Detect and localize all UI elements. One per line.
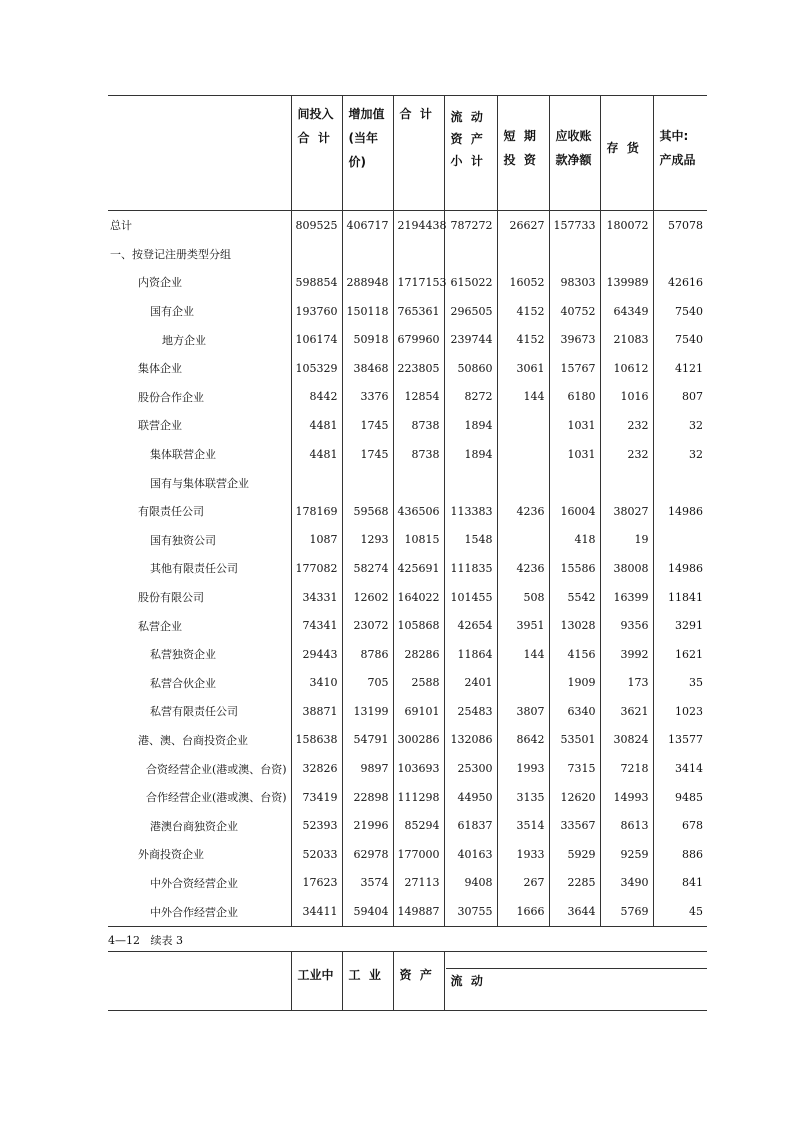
header-finished-goods <box>653 96 707 211</box>
value-cell: 39673 <box>549 325 600 354</box>
value-cell: 10815 <box>393 526 444 555</box>
value-cell <box>497 240 549 269</box>
value-cell: 3514 <box>497 811 549 840</box>
value-cell: 164022 <box>393 583 444 612</box>
table-caption: 4—12 续表 3 <box>108 934 183 947</box>
header-text: 款净额 <box>555 153 592 167</box>
table-row <box>108 240 707 269</box>
value-cell: 1293 <box>342 526 393 555</box>
row-label: 集体企业 <box>138 362 182 376</box>
value-cell: 9897 <box>342 754 393 783</box>
value-cell: 3490 <box>600 869 653 898</box>
value-cell: 3135 <box>497 783 549 812</box>
value-cell: 13199 <box>342 697 393 726</box>
value-cell: 223805 <box>393 354 444 383</box>
header-current-assets <box>444 96 497 211</box>
table-row <box>108 325 707 354</box>
value-cell: 26627 <box>497 211 549 240</box>
row-label: 港澳台商独资企业 <box>150 819 238 833</box>
header-text: 合 计 <box>297 131 330 145</box>
value-cell: 5929 <box>549 840 600 869</box>
value-cell: 300286 <box>393 726 444 755</box>
value-cell: 40163 <box>444 840 497 869</box>
value-cell <box>497 411 549 440</box>
value-cell: 3574 <box>342 869 393 898</box>
value-cell: 9356 <box>600 611 653 640</box>
header-text: 增加值 <box>348 107 385 121</box>
table-row <box>108 354 707 383</box>
value-cell: 59404 <box>342 897 393 926</box>
row-label: 私营合伙企业 <box>150 676 216 690</box>
row-label: 联营企业 <box>138 419 182 433</box>
value-cell: 21996 <box>342 811 393 840</box>
header-receivables <box>549 96 600 211</box>
value-cell: 69101 <box>393 697 444 726</box>
value-cell: 4236 <box>497 497 549 526</box>
value-cell <box>497 468 549 497</box>
value-cell: 85294 <box>393 811 444 840</box>
value-cell: 62978 <box>342 840 393 869</box>
value-cell: 1031 <box>549 440 600 469</box>
continued-header-row <box>108 952 707 1011</box>
value-cell <box>600 468 653 497</box>
value-cell: 16052 <box>497 268 549 297</box>
value-cell: 4481 <box>291 411 342 440</box>
continued-header-subline <box>446 968 707 969</box>
value-cell: 103693 <box>393 754 444 783</box>
continued-header-c1: 工业中 <box>291 952 342 1011</box>
value-cell <box>342 468 393 497</box>
table-header-row <box>108 96 707 211</box>
data-table <box>108 95 707 927</box>
value-cell: 4236 <box>497 554 549 583</box>
row-label: 地方企业 <box>162 333 206 347</box>
value-cell: 10612 <box>600 354 653 383</box>
value-cell: 144 <box>497 640 549 669</box>
table-row <box>108 526 707 555</box>
value-cell <box>444 240 497 269</box>
value-cell: 111835 <box>444 554 497 583</box>
row-label: 其他有限责任公司 <box>150 562 238 576</box>
value-cell: 44950 <box>444 783 497 812</box>
value-cell: 32 <box>653 411 707 440</box>
table-row <box>108 554 707 583</box>
header-text: 资 产 <box>450 132 483 146</box>
value-cell: 12620 <box>549 783 600 812</box>
value-cell: 267 <box>497 869 549 898</box>
row-label: 私营独资企业 <box>150 648 216 662</box>
value-cell: 16399 <box>600 583 653 612</box>
row-label: 一、按登记注册类型分组 <box>110 247 231 261</box>
header-text: 产成品 <box>659 153 696 167</box>
value-cell: 1933 <box>497 840 549 869</box>
value-cell <box>444 468 497 497</box>
value-cell: 38027 <box>600 497 653 526</box>
row-label: 合资经营企业(港或澳、台资) <box>146 762 287 776</box>
value-cell: 425691 <box>393 554 444 583</box>
row-label: 股份合作企业 <box>138 390 204 404</box>
value-cell: 53501 <box>549 726 600 755</box>
row-label: 外商投资企业 <box>138 848 204 862</box>
value-cell: 74341 <box>291 611 342 640</box>
row-label: 总计 <box>110 219 132 233</box>
value-cell: 288948 <box>342 268 393 297</box>
value-cell: 105868 <box>393 611 444 640</box>
value-cell: 73419 <box>291 783 342 812</box>
value-cell <box>393 240 444 269</box>
value-cell: 418 <box>549 526 600 555</box>
row-label: 股份有限公司 <box>138 591 204 605</box>
value-cell: 6180 <box>549 383 600 412</box>
value-cell: 6340 <box>549 697 600 726</box>
header-text: 其中: <box>659 129 689 143</box>
value-cell: 9259 <box>600 840 653 869</box>
value-cell: 4481 <box>291 440 342 469</box>
value-cell: 2194438 <box>393 211 444 240</box>
header-text: 短 期 <box>503 129 536 143</box>
value-cell: 8738 <box>393 440 444 469</box>
value-cell: 13577 <box>653 726 707 755</box>
value-cell <box>497 526 549 555</box>
value-cell: 1909 <box>549 669 600 698</box>
row-label: 中外合资经营企业 <box>150 876 238 890</box>
value-cell: 679960 <box>393 325 444 354</box>
value-cell: 4121 <box>653 354 707 383</box>
value-cell: 3951 <box>497 611 549 640</box>
value-cell: 12854 <box>393 383 444 412</box>
value-cell: 841 <box>653 869 707 898</box>
value-cell: 5769 <box>600 897 653 926</box>
value-cell: 14993 <box>600 783 653 812</box>
value-cell: 177082 <box>291 554 342 583</box>
value-cell: 3992 <box>600 640 653 669</box>
continued-header-c3: 资 产 <box>393 952 444 1011</box>
value-cell: 598854 <box>291 268 342 297</box>
value-cell: 3621 <box>600 697 653 726</box>
value-cell: 178169 <box>291 497 342 526</box>
value-cell: 11864 <box>444 640 497 669</box>
value-cell: 28286 <box>393 640 444 669</box>
row-label: 私营有限责任公司 <box>150 705 238 719</box>
value-cell: 3414 <box>653 754 707 783</box>
table-body <box>108 211 707 927</box>
value-cell: 8613 <box>600 811 653 840</box>
value-cell: 886 <box>653 840 707 869</box>
value-cell: 15767 <box>549 354 600 383</box>
header-inventory <box>600 96 653 211</box>
value-cell: 111298 <box>393 783 444 812</box>
value-cell: 7540 <box>653 325 707 354</box>
row-label: 私营企业 <box>138 619 182 633</box>
value-cell: 22898 <box>342 783 393 812</box>
value-cell: 58274 <box>342 554 393 583</box>
value-cell: 1023 <box>653 697 707 726</box>
value-cell: 4156 <box>549 640 600 669</box>
table-row <box>108 468 707 497</box>
value-cell: 3061 <box>497 354 549 383</box>
header-label-cell <box>108 96 291 211</box>
row-label: 集体联营企业 <box>150 448 216 462</box>
table-row <box>108 297 707 326</box>
value-cell: 54791 <box>342 726 393 755</box>
table-row <box>108 640 707 669</box>
continued-header-c4: 流 动 <box>444 952 707 1011</box>
value-cell: 678 <box>653 811 707 840</box>
value-cell: 13028 <box>549 611 600 640</box>
value-cell: 52033 <box>291 840 342 869</box>
value-cell: 17623 <box>291 869 342 898</box>
value-cell: 7315 <box>549 754 600 783</box>
row-label: 中外合作经营企业 <box>108 897 291 926</box>
header-intermediate-input <box>291 96 342 211</box>
value-cell: 38871 <box>291 697 342 726</box>
value-cell: 50860 <box>444 354 497 383</box>
table-row <box>108 583 707 612</box>
value-cell: 406717 <box>342 211 393 240</box>
header-text: 投 资 <box>503 153 536 167</box>
value-cell: 3644 <box>549 897 600 926</box>
header-text: 存 货 <box>606 141 639 155</box>
value-cell <box>549 468 600 497</box>
value-cell: 52393 <box>291 811 342 840</box>
table-row <box>108 811 707 840</box>
value-cell: 2588 <box>393 669 444 698</box>
value-cell: 157733 <box>549 211 600 240</box>
value-cell: 11841 <box>653 583 707 612</box>
value-cell: 59568 <box>342 497 393 526</box>
value-cell <box>291 240 342 269</box>
value-cell: 150118 <box>342 297 393 326</box>
value-cell: 180072 <box>600 211 653 240</box>
value-cell: 32826 <box>291 754 342 783</box>
value-cell: 1894 <box>444 411 497 440</box>
value-cell: 173 <box>600 669 653 698</box>
value-cell: 809525 <box>291 211 342 240</box>
value-cell: 23072 <box>342 611 393 640</box>
value-cell: 14986 <box>653 554 707 583</box>
table-row <box>108 840 707 869</box>
value-cell: 1016 <box>600 383 653 412</box>
value-cell <box>549 240 600 269</box>
value-cell: 193760 <box>291 297 342 326</box>
value-cell: 8738 <box>393 411 444 440</box>
value-cell <box>653 240 707 269</box>
value-cell: 1087 <box>291 526 342 555</box>
value-cell: 1894 <box>444 440 497 469</box>
value-cell: 3376 <box>342 383 393 412</box>
table-row <box>108 697 707 726</box>
value-cell: 38008 <box>600 554 653 583</box>
value-cell <box>342 240 393 269</box>
table-row <box>108 754 707 783</box>
value-cell: 3291 <box>653 611 707 640</box>
value-cell: 132086 <box>444 726 497 755</box>
value-cell: 615022 <box>444 268 497 297</box>
table-row <box>108 869 707 898</box>
continued-table-header <box>108 951 707 1011</box>
value-cell: 705 <box>342 669 393 698</box>
value-cell: 40752 <box>549 297 600 326</box>
value-cell: 2401 <box>444 669 497 698</box>
value-cell: 42654 <box>444 611 497 640</box>
value-cell: 807 <box>653 383 707 412</box>
value-cell: 765361 <box>393 297 444 326</box>
header-text: 应收账 <box>555 129 592 143</box>
value-cell: 1717153 <box>393 268 444 297</box>
value-cell: 1031 <box>549 411 600 440</box>
value-cell: 239744 <box>444 325 497 354</box>
value-cell: 64349 <box>600 297 653 326</box>
table-row <box>108 440 707 469</box>
value-cell: 16004 <box>549 497 600 526</box>
table-row <box>108 783 707 812</box>
header-value-added <box>342 96 393 211</box>
value-cell: 34331 <box>291 583 342 612</box>
value-cell <box>291 468 342 497</box>
value-cell: 15586 <box>549 554 600 583</box>
value-cell: 8786 <box>342 640 393 669</box>
row-label: 内资企业 <box>138 276 182 290</box>
value-cell <box>393 468 444 497</box>
value-cell: 50918 <box>342 325 393 354</box>
value-cell: 57078 <box>653 211 707 240</box>
value-cell: 30824 <box>600 726 653 755</box>
value-cell: 508 <box>497 583 549 612</box>
value-cell: 296505 <box>444 297 497 326</box>
value-cell: 9408 <box>444 869 497 898</box>
value-cell: 106174 <box>291 325 342 354</box>
value-cell: 38468 <box>342 354 393 383</box>
header-text: 间投入 <box>297 107 334 121</box>
value-cell: 787272 <box>444 211 497 240</box>
value-cell: 27113 <box>393 869 444 898</box>
value-cell: 3410 <box>291 669 342 698</box>
value-cell: 1666 <box>497 897 549 926</box>
value-cell: 436506 <box>393 497 444 526</box>
value-cell: 177000 <box>393 840 444 869</box>
value-cell <box>497 440 549 469</box>
header-text: 流 动 <box>450 110 483 124</box>
row-label: 国有企业 <box>150 305 194 319</box>
continued-header-label-cell <box>108 952 291 1011</box>
value-cell: 25483 <box>444 697 497 726</box>
row-label: 港、澳、台商投资企业 <box>138 733 248 747</box>
value-cell: 19 <box>600 526 653 555</box>
continued-header-c2: 工 业 <box>342 952 393 1011</box>
table-row <box>108 211 707 240</box>
header-text: 合 计 <box>399 107 432 121</box>
value-cell: 25300 <box>444 754 497 783</box>
value-cell: 42616 <box>653 268 707 297</box>
value-cell: 4152 <box>497 325 549 354</box>
value-cell: 33567 <box>549 811 600 840</box>
value-cell: 14986 <box>653 497 707 526</box>
row-label: 国有与集体联营企业 <box>150 476 249 490</box>
value-cell: 21083 <box>600 325 653 354</box>
value-cell: 149887 <box>393 897 444 926</box>
value-cell: 45 <box>653 897 707 926</box>
table-row <box>108 411 707 440</box>
value-cell: 9485 <box>653 783 707 812</box>
table-row <box>108 726 707 755</box>
value-cell: 101455 <box>444 583 497 612</box>
value-cell: 158638 <box>291 726 342 755</box>
value-cell: 8272 <box>444 383 497 412</box>
value-cell: 7540 <box>653 297 707 326</box>
value-cell: 34411 <box>291 897 342 926</box>
header-short-term-investment <box>497 96 549 211</box>
table-row <box>108 669 707 698</box>
value-cell: 4152 <box>497 297 549 326</box>
value-cell: 1745 <box>342 411 393 440</box>
table-row <box>108 383 707 412</box>
value-cell: 2285 <box>549 869 600 898</box>
header-total <box>393 96 444 211</box>
value-cell <box>653 526 707 555</box>
row-label: 国有独资公司 <box>150 533 216 547</box>
value-cell: 29443 <box>291 640 342 669</box>
value-cell: 30755 <box>444 897 497 926</box>
value-cell: 105329 <box>291 354 342 383</box>
value-cell: 1548 <box>444 526 497 555</box>
value-cell: 98303 <box>549 268 600 297</box>
table-row <box>108 497 707 526</box>
value-cell: 61837 <box>444 811 497 840</box>
table-row <box>108 268 707 297</box>
value-cell: 113383 <box>444 497 497 526</box>
value-cell: 7218 <box>600 754 653 783</box>
value-cell: 8442 <box>291 383 342 412</box>
row-label: 合作经营企业(港或澳、台资) <box>146 791 287 805</box>
header-text: (当年价) <box>348 131 378 169</box>
value-cell: 32 <box>653 440 707 469</box>
value-cell: 5542 <box>549 583 600 612</box>
value-cell: 232 <box>600 411 653 440</box>
table-row <box>108 611 707 640</box>
header-text: 小 计 <box>450 154 483 168</box>
row-label: 有限责任公司 <box>138 505 204 519</box>
value-cell <box>600 240 653 269</box>
value-cell: 3807 <box>497 697 549 726</box>
value-cell: 35 <box>653 669 707 698</box>
value-cell: 1745 <box>342 440 393 469</box>
value-cell: 1993 <box>497 754 549 783</box>
value-cell: 144 <box>497 383 549 412</box>
value-cell: 8642 <box>497 726 549 755</box>
value-cell <box>497 669 549 698</box>
table-row <box>108 897 707 926</box>
value-cell: 12602 <box>342 583 393 612</box>
value-cell <box>653 468 707 497</box>
value-cell: 139989 <box>600 268 653 297</box>
value-cell: 232 <box>600 440 653 469</box>
value-cell: 1621 <box>653 640 707 669</box>
